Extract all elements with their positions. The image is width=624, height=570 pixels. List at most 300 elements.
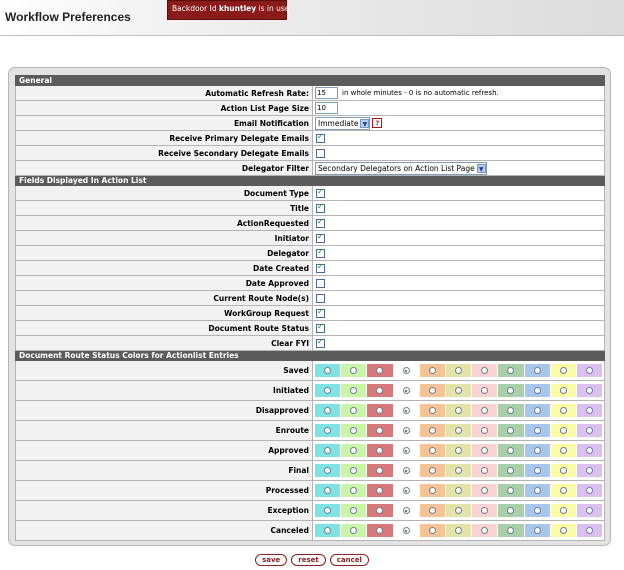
status-color-cell xyxy=(313,401,605,421)
color-swatch xyxy=(394,364,419,377)
color-swatch-group xyxy=(315,444,602,457)
field-row xyxy=(16,246,605,261)
color-swatch xyxy=(420,444,445,457)
color-swatch xyxy=(551,524,576,537)
color-radio[interactable] xyxy=(586,447,593,454)
color-radio[interactable] xyxy=(350,507,357,514)
color-swatch xyxy=(367,524,392,537)
field-checkbox[interactable] xyxy=(316,279,325,288)
color-radio[interactable] xyxy=(507,427,514,434)
color-swatch xyxy=(577,484,602,497)
secondary-delegate-label: Receive Secondary Delegate Emails xyxy=(16,146,313,161)
color-radio[interactable] xyxy=(376,527,383,534)
field-checkbox[interactable] xyxy=(316,264,325,273)
color-radio[interactable] xyxy=(560,447,567,454)
field-checkbox[interactable] xyxy=(316,219,325,228)
color-swatch xyxy=(446,384,471,397)
status-color-cell xyxy=(313,501,605,521)
status-color-row xyxy=(16,401,605,421)
color-swatch xyxy=(315,384,340,397)
color-swatch xyxy=(498,384,523,397)
refresh-rate-hint: in whole minutes - 0 is no automatic refresh. xyxy=(342,89,499,97)
color-radio[interactable] xyxy=(350,387,357,394)
delegator-filter-label: Delegator Filter xyxy=(16,161,313,176)
color-radio[interactable] xyxy=(455,427,462,434)
color-swatch xyxy=(472,484,497,497)
color-radio[interactable] xyxy=(560,407,567,414)
color-swatch xyxy=(367,404,392,417)
field-cell xyxy=(313,231,605,246)
email-notification-row xyxy=(16,116,605,131)
color-swatch xyxy=(525,504,550,517)
color-radio[interactable] xyxy=(507,447,514,454)
backdoor-banner xyxy=(167,0,290,20)
color-radio[interactable] xyxy=(586,467,593,474)
status-label: Final xyxy=(16,461,313,481)
field-label: ActionRequested xyxy=(16,216,313,231)
status-label: Processed xyxy=(16,481,313,501)
color-swatch xyxy=(394,484,419,497)
color-radio[interactable] xyxy=(324,467,331,474)
color-radio[interactable] xyxy=(403,427,410,434)
color-radio[interactable] xyxy=(534,507,541,514)
color-swatch xyxy=(498,364,523,377)
field-row xyxy=(16,321,605,336)
cancel-button[interactable]: cancel xyxy=(330,554,369,566)
field-checkbox[interactable] xyxy=(316,339,325,348)
color-radio[interactable] xyxy=(455,527,462,534)
email-notification-cell xyxy=(313,116,605,131)
email-notification-select[interactable] xyxy=(315,117,370,130)
refresh-rate-label: Automatic Refresh Rate: xyxy=(16,86,313,101)
color-radio[interactable] xyxy=(350,487,357,494)
color-swatch-group xyxy=(315,424,602,437)
color-radio[interactable] xyxy=(560,427,567,434)
color-radio[interactable] xyxy=(481,407,488,414)
section-title: General xyxy=(16,76,605,86)
color-radio[interactable] xyxy=(324,387,331,394)
color-swatch xyxy=(551,404,576,417)
color-radio[interactable] xyxy=(534,427,541,434)
color-radio[interactable] xyxy=(455,407,462,414)
color-radio[interactable] xyxy=(507,407,514,414)
color-radio[interactable] xyxy=(534,407,541,414)
field-checkbox[interactable] xyxy=(316,249,325,258)
color-radio[interactable] xyxy=(403,507,410,514)
color-swatch xyxy=(341,424,366,437)
color-swatch xyxy=(551,444,576,457)
color-radio[interactable] xyxy=(481,527,488,534)
color-swatch xyxy=(315,424,340,437)
section-general-header xyxy=(16,76,605,86)
color-swatch xyxy=(498,444,523,457)
color-radio[interactable] xyxy=(560,467,567,474)
color-swatch-group xyxy=(315,404,602,417)
color-swatch xyxy=(577,424,602,437)
color-radio[interactable] xyxy=(507,367,514,374)
help-icon[interactable]: ? xyxy=(372,118,382,128)
field-row xyxy=(16,336,605,351)
color-swatch-group xyxy=(315,364,602,377)
color-swatch xyxy=(472,504,497,517)
color-swatch xyxy=(551,504,576,517)
color-swatch xyxy=(551,384,576,397)
color-radio[interactable] xyxy=(455,507,462,514)
color-swatch xyxy=(498,504,523,517)
backdoor-suffix: is in use xyxy=(258,4,290,13)
color-radio[interactable] xyxy=(586,387,593,394)
color-swatch xyxy=(577,464,602,477)
delegator-filter-value: Secondary Delegators on Action List Page xyxy=(318,163,475,173)
color-radio[interactable] xyxy=(324,487,331,494)
color-radio[interactable] xyxy=(586,367,593,374)
status-color-row xyxy=(16,501,605,521)
color-radio[interactable] xyxy=(534,467,541,474)
color-swatch xyxy=(577,504,602,517)
status-label: Saved xyxy=(16,361,313,381)
field-cell xyxy=(313,186,605,201)
color-swatch xyxy=(472,404,497,417)
color-swatch xyxy=(525,444,550,457)
color-radio[interactable] xyxy=(534,387,541,394)
section-title: Document Route Status Colors for Actionlist Entries xyxy=(16,351,605,361)
color-radio[interactable] xyxy=(429,507,436,514)
refresh-rate-input[interactable]: 15 xyxy=(315,87,338,99)
status-color-cell xyxy=(313,421,605,441)
color-swatch xyxy=(367,424,392,437)
field-label: Clear FYI xyxy=(16,336,313,351)
color-radio[interactable] xyxy=(376,407,383,414)
color-radio[interactable] xyxy=(455,467,462,474)
color-swatch xyxy=(394,444,419,457)
color-radio[interactable] xyxy=(429,367,436,374)
color-radio[interactable] xyxy=(350,527,357,534)
color-swatch xyxy=(394,524,419,537)
status-color-row xyxy=(16,461,605,481)
color-swatch xyxy=(341,444,366,457)
color-radio[interactable] xyxy=(507,507,514,514)
color-radio[interactable] xyxy=(481,387,488,394)
color-swatch xyxy=(341,384,366,397)
color-radio[interactable] xyxy=(560,527,567,534)
field-label: Document Route Status xyxy=(16,321,313,336)
color-radio[interactable] xyxy=(376,367,383,374)
status-color-row xyxy=(16,421,605,441)
primary-delegate-cell xyxy=(313,131,605,146)
color-radio[interactable] xyxy=(376,447,383,454)
field-checkbox[interactable] xyxy=(316,189,325,198)
color-radio[interactable] xyxy=(324,507,331,514)
refresh-rate-row xyxy=(16,86,605,101)
delegator-filter-cell xyxy=(313,161,605,176)
color-radio[interactable] xyxy=(324,367,331,374)
color-swatch xyxy=(315,504,340,517)
color-radio[interactable] xyxy=(560,367,567,374)
color-swatch xyxy=(367,364,392,377)
field-label: Date Approved xyxy=(16,276,313,291)
section-colors-header xyxy=(16,351,605,361)
color-swatch xyxy=(420,424,445,437)
color-radio[interactable] xyxy=(507,387,514,394)
color-radio[interactable] xyxy=(429,467,436,474)
primary-delegate-label: Receive Primary Delegate Emails xyxy=(16,131,313,146)
field-label: Delegator xyxy=(16,246,313,261)
secondary-delegate-cell xyxy=(313,146,605,161)
color-radio[interactable] xyxy=(481,427,488,434)
color-radio[interactable] xyxy=(507,487,514,494)
page-size-cell xyxy=(313,101,605,116)
field-checkbox[interactable] xyxy=(316,309,325,318)
color-swatch xyxy=(472,524,497,537)
color-radio[interactable] xyxy=(586,407,593,414)
field-label: Title xyxy=(16,201,313,216)
color-swatch xyxy=(498,404,523,417)
color-radio[interactable] xyxy=(403,487,410,494)
field-cell xyxy=(313,336,605,351)
color-swatch xyxy=(498,464,523,477)
color-swatch xyxy=(446,364,471,377)
color-radio[interactable] xyxy=(403,527,410,534)
color-radio[interactable] xyxy=(376,427,383,434)
color-radio[interactable] xyxy=(350,467,357,474)
page-title: Workflow Preferences xyxy=(5,10,131,24)
secondary-delegate-row xyxy=(16,146,605,161)
color-radio[interactable] xyxy=(481,367,488,374)
color-swatch xyxy=(551,484,576,497)
color-radio[interactable] xyxy=(560,507,567,514)
refresh-rate-cell xyxy=(313,86,605,101)
primary-delegate-checkbox[interactable] xyxy=(316,134,325,143)
color-swatch xyxy=(315,464,340,477)
color-swatch xyxy=(472,364,497,377)
color-radio[interactable] xyxy=(350,407,357,414)
status-label: Approved xyxy=(16,441,313,461)
color-swatch xyxy=(498,424,523,437)
field-cell xyxy=(313,201,605,216)
color-radio[interactable] xyxy=(403,467,410,474)
color-radio[interactable] xyxy=(507,527,514,534)
status-color-cell xyxy=(313,361,605,381)
status-label: Enroute xyxy=(16,421,313,441)
color-swatch xyxy=(472,444,497,457)
color-swatch xyxy=(446,524,471,537)
color-radio[interactable] xyxy=(586,487,593,494)
color-radio[interactable] xyxy=(324,527,331,534)
color-swatch xyxy=(525,404,550,417)
field-cell xyxy=(313,261,605,276)
status-label: Disapproved xyxy=(16,401,313,421)
color-radio[interactable] xyxy=(350,427,357,434)
color-swatch xyxy=(420,464,445,477)
color-radio[interactable] xyxy=(481,487,488,494)
field-row xyxy=(16,186,605,201)
chevron-down-icon: ▼ xyxy=(360,119,369,128)
color-radio[interactable] xyxy=(376,467,383,474)
color-swatch xyxy=(525,464,550,477)
field-checkbox[interactable] xyxy=(316,234,325,243)
color-radio[interactable] xyxy=(455,447,462,454)
color-radio[interactable] xyxy=(455,487,462,494)
color-swatch xyxy=(315,444,340,457)
field-row xyxy=(16,216,605,231)
field-label: Date Created xyxy=(16,261,313,276)
color-swatch xyxy=(446,424,471,437)
color-swatch-group xyxy=(315,464,602,477)
status-color-row xyxy=(16,521,605,541)
field-label: Document Type xyxy=(16,186,313,201)
color-radio[interactable] xyxy=(586,527,593,534)
color-radio[interactable] xyxy=(429,527,436,534)
status-label: Initiated xyxy=(16,381,313,401)
color-swatch xyxy=(315,404,340,417)
color-radio[interactable] xyxy=(324,447,331,454)
color-radio[interactable] xyxy=(481,447,488,454)
color-radio[interactable] xyxy=(429,427,436,434)
color-swatch xyxy=(367,444,392,457)
page-size-label: Action List Page Size xyxy=(16,101,313,116)
page-size-input[interactable]: 10 xyxy=(315,102,338,114)
color-radio[interactable] xyxy=(429,407,436,414)
color-radio[interactable] xyxy=(455,367,462,374)
section-title: Fields Displayed In Action List xyxy=(16,176,605,186)
color-swatch xyxy=(498,524,523,537)
secondary-delegate-checkbox[interactable] xyxy=(316,149,325,158)
color-swatch xyxy=(420,384,445,397)
color-swatch-group xyxy=(315,524,602,537)
color-radio[interactable] xyxy=(350,367,357,374)
color-swatch xyxy=(472,424,497,437)
color-swatch xyxy=(577,364,602,377)
color-swatch xyxy=(420,504,445,517)
field-cell xyxy=(313,291,605,306)
status-color-row xyxy=(16,381,605,401)
color-swatch xyxy=(551,424,576,437)
color-radio[interactable] xyxy=(324,427,331,434)
chevron-down-icon: ▼ xyxy=(477,164,486,173)
color-swatch xyxy=(446,464,471,477)
color-swatch xyxy=(367,504,392,517)
color-radio[interactable] xyxy=(403,367,410,374)
color-radio[interactable] xyxy=(481,507,488,514)
field-cell xyxy=(313,216,605,231)
color-radio[interactable] xyxy=(376,487,383,494)
color-swatch xyxy=(551,364,576,377)
reset-button[interactable]: reset xyxy=(291,554,325,566)
page-size-row xyxy=(16,101,605,116)
color-radio[interactable] xyxy=(403,387,410,394)
color-swatch xyxy=(525,364,550,377)
primary-delegate-row xyxy=(16,131,605,146)
email-notification-value: Immediate xyxy=(318,118,359,128)
color-radio[interactable] xyxy=(481,467,488,474)
preferences-table xyxy=(15,75,605,541)
color-radio[interactable] xyxy=(376,387,383,394)
color-radio[interactable] xyxy=(403,447,410,454)
color-radio[interactable] xyxy=(350,447,357,454)
color-swatch xyxy=(525,484,550,497)
color-swatch xyxy=(394,504,419,517)
delegator-filter-row xyxy=(16,161,605,176)
field-row xyxy=(16,306,605,321)
status-color-row xyxy=(16,361,605,381)
color-radio[interactable] xyxy=(429,387,436,394)
section-fields-header xyxy=(16,176,605,186)
field-row xyxy=(16,201,605,216)
color-swatch xyxy=(577,444,602,457)
button-bar xyxy=(0,554,624,566)
field-row xyxy=(16,231,605,246)
color-swatch xyxy=(341,504,366,517)
color-swatch xyxy=(367,464,392,477)
field-cell xyxy=(313,306,605,321)
status-color-row xyxy=(16,481,605,501)
color-swatch xyxy=(525,384,550,397)
email-notification-label: Email Notification xyxy=(16,116,313,131)
status-color-cell xyxy=(313,461,605,481)
color-radio[interactable] xyxy=(534,447,541,454)
color-swatch xyxy=(394,464,419,477)
color-radio[interactable] xyxy=(507,467,514,474)
status-color-cell xyxy=(313,521,605,541)
field-cell xyxy=(313,321,605,336)
color-radio[interactable] xyxy=(586,507,593,514)
color-radio[interactable] xyxy=(560,487,567,494)
color-swatch xyxy=(446,404,471,417)
color-swatch xyxy=(341,484,366,497)
color-swatch xyxy=(551,464,576,477)
color-swatch-group xyxy=(315,484,602,497)
field-label: WorkGroup Request xyxy=(16,306,313,321)
color-radio[interactable] xyxy=(534,367,541,374)
status-color-cell xyxy=(313,441,605,461)
field-checkbox[interactable] xyxy=(316,324,325,333)
color-swatch xyxy=(420,524,445,537)
color-swatch xyxy=(525,424,550,437)
color-radio[interactable] xyxy=(455,387,462,394)
field-row xyxy=(16,291,605,306)
color-swatch xyxy=(446,504,471,517)
color-swatch xyxy=(315,484,340,497)
color-radio[interactable] xyxy=(560,387,567,394)
color-swatch xyxy=(341,464,366,477)
color-radio[interactable] xyxy=(534,527,541,534)
status-label: Canceled xyxy=(16,521,313,541)
color-radio[interactable] xyxy=(376,507,383,514)
color-radio[interactable] xyxy=(429,487,436,494)
color-radio[interactable] xyxy=(534,487,541,494)
color-swatch-group xyxy=(315,504,602,517)
color-swatch xyxy=(315,524,340,537)
color-swatch xyxy=(420,484,445,497)
color-swatch xyxy=(472,384,497,397)
color-swatch xyxy=(341,364,366,377)
field-checkbox[interactable] xyxy=(316,204,325,213)
save-button[interactable]: save xyxy=(255,554,287,566)
status-color-row xyxy=(16,441,605,461)
color-radio[interactable] xyxy=(403,407,410,414)
color-swatch xyxy=(446,484,471,497)
color-swatch xyxy=(577,524,602,537)
delegator-filter-select[interactable] xyxy=(315,162,487,175)
color-radio[interactable] xyxy=(586,427,593,434)
field-cell xyxy=(313,276,605,291)
color-radio[interactable] xyxy=(429,447,436,454)
field-checkbox[interactable] xyxy=(316,294,325,303)
color-swatch xyxy=(472,464,497,477)
color-radio[interactable] xyxy=(324,407,331,414)
field-row xyxy=(16,261,605,276)
color-swatch xyxy=(394,404,419,417)
